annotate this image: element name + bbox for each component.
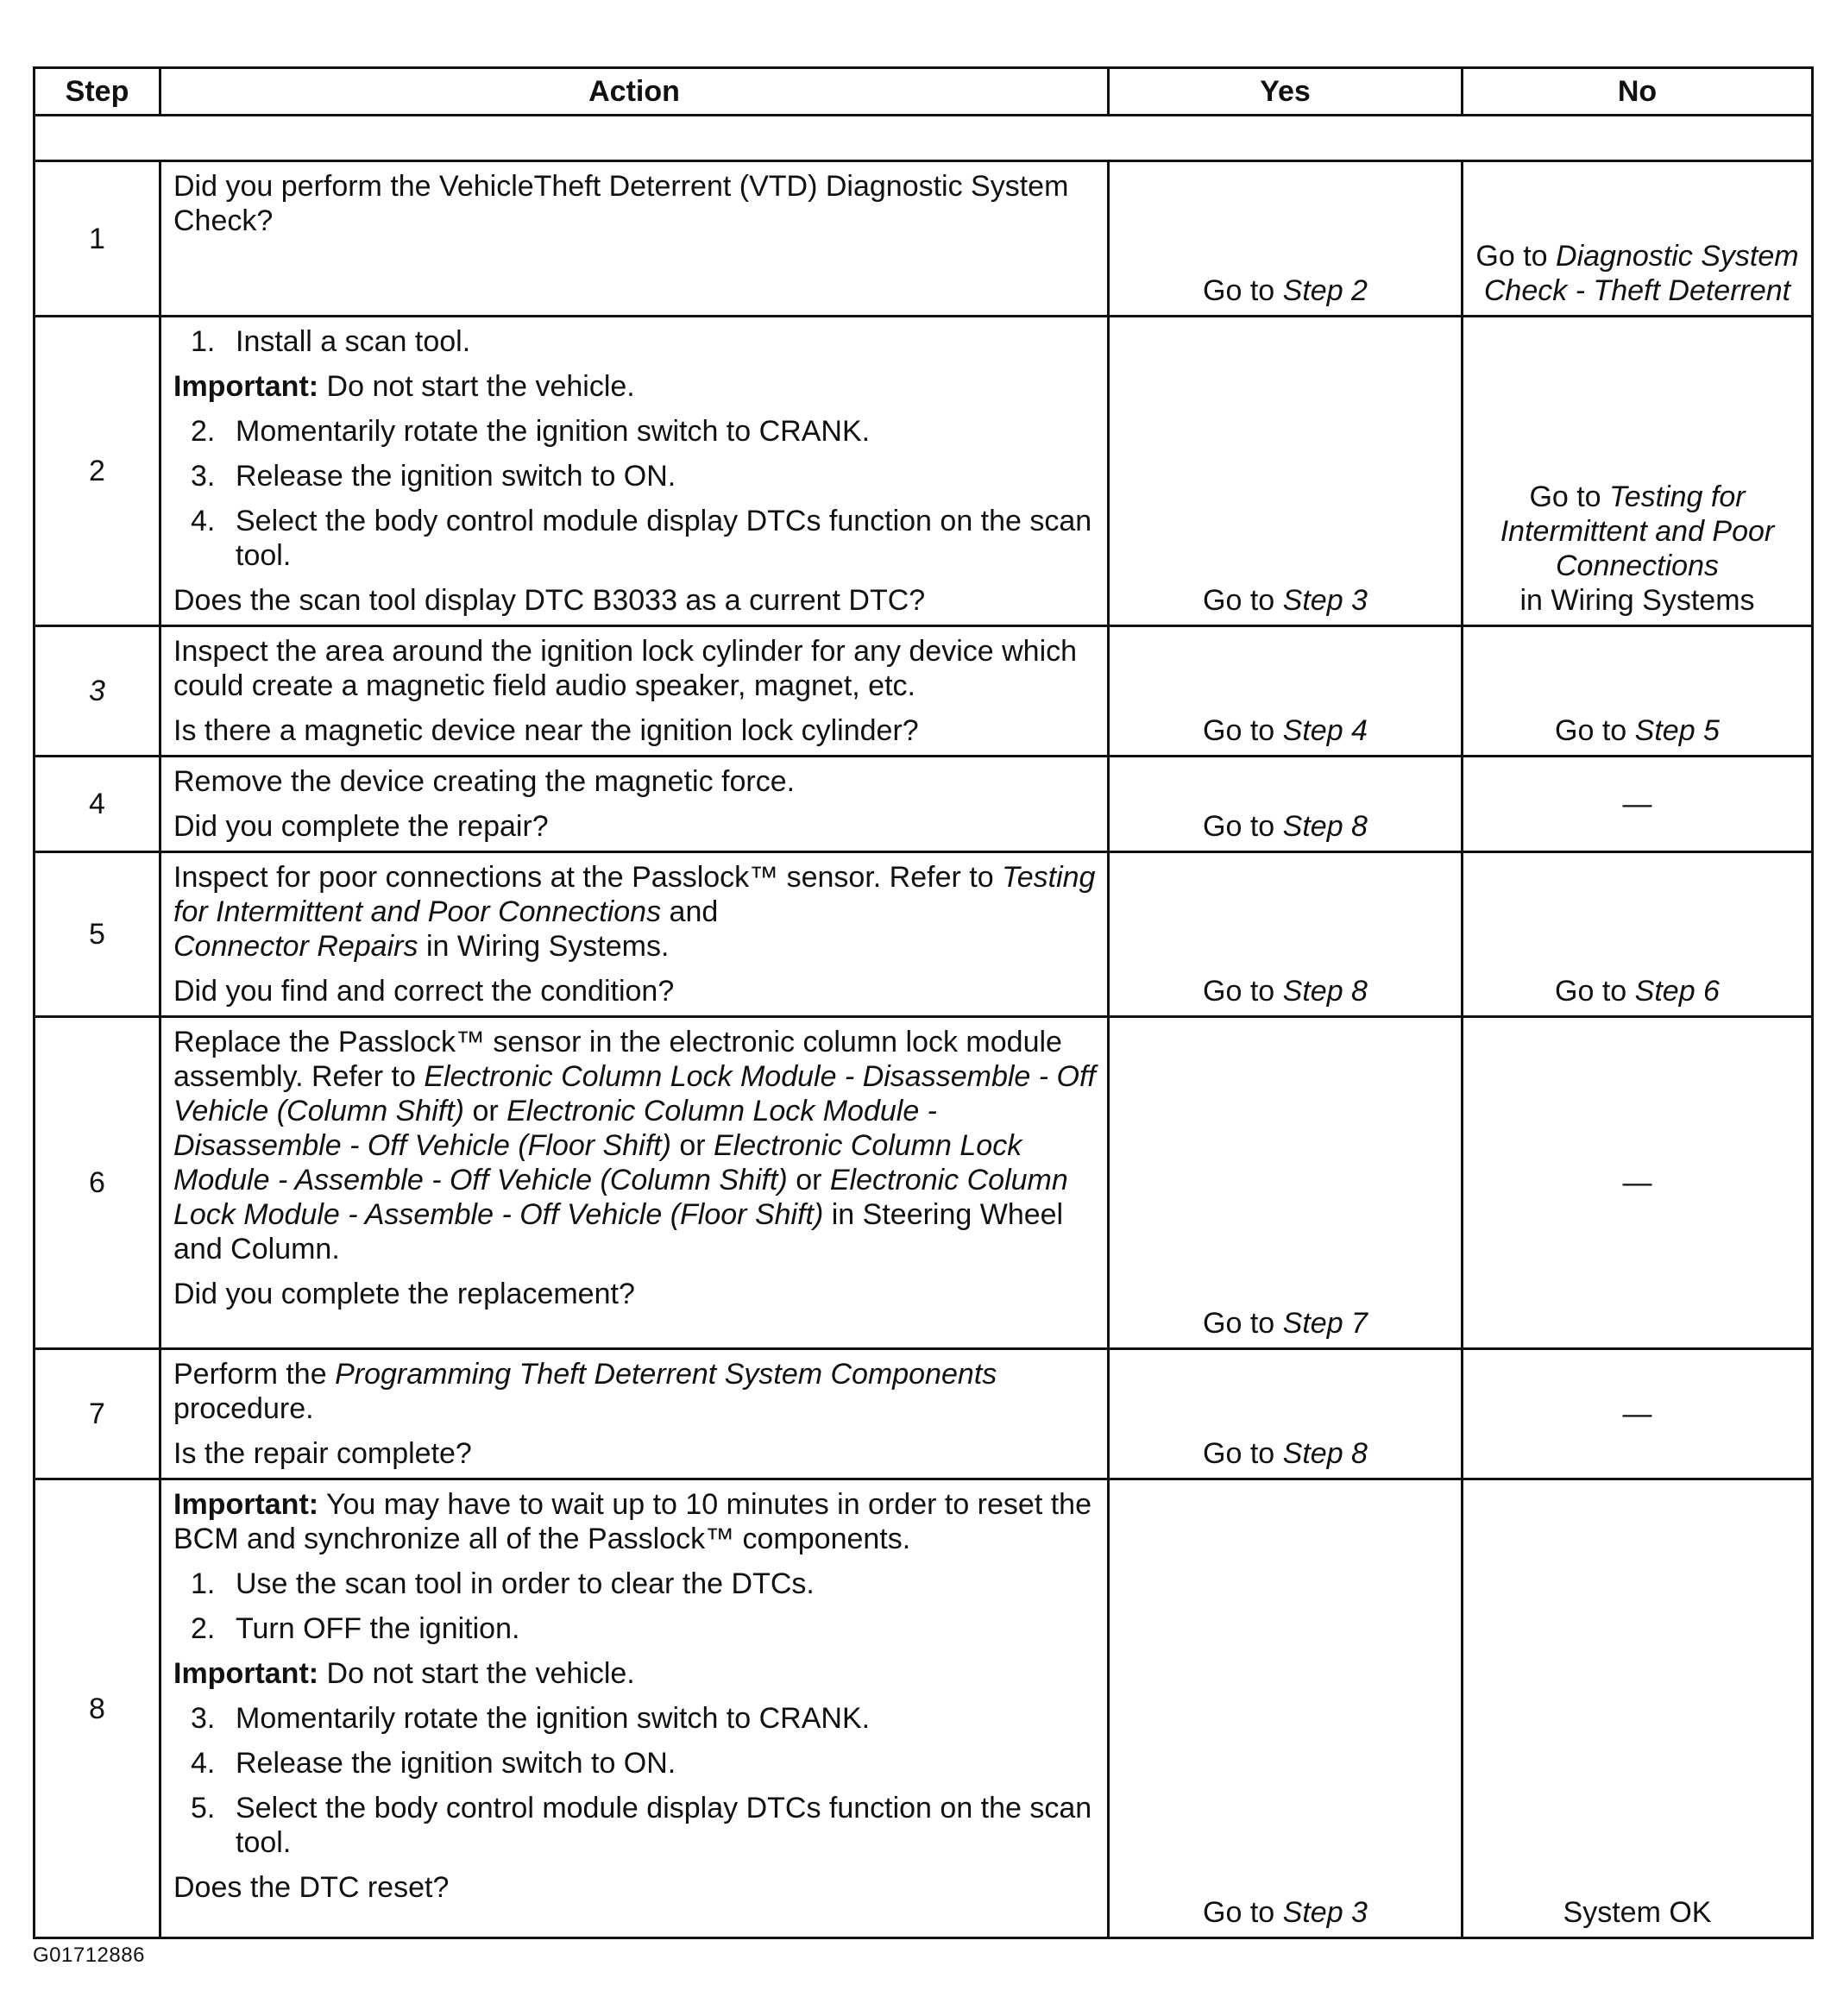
step-link[interactable]: Step 8 [1282,975,1368,1008]
step-link[interactable]: Step 8 [1282,1437,1368,1470]
procedure-link[interactable]: Electronic Column Lock Module - Assemble - Off Vehicle (Column Shift) [173,1129,1022,1196]
header-step: Step [35,68,160,116]
action-cell [160,852,1109,1017]
step-number: 8 [35,1479,160,1938]
step-link[interactable]: Step 6 [1634,975,1720,1008]
procedure-link[interactable]: Testing for Intermittent and Poor Connections [173,861,1096,928]
table-row [35,626,1813,757]
header-action: Action [160,68,1109,116]
question: Did you find and correct the condition? [173,975,675,1008]
step-number: 4 [35,757,160,852]
question: Does the scan tool display DTC B3033 as a current DTC? [173,584,926,617]
list-item: 2. Momentarily rotate the ignition switch to CRANK. [191,415,871,448]
figure-id: G01712886 [33,1944,145,1967]
no-cell: Go to Testing for Intermittent and Poor Connections in Wiring Systems [1463,317,1813,626]
step-number: 2 [35,317,160,626]
instruction: Inspect the area around the ignition lock cylinder for any device which could create a magnetic field audio speaker, magnet, etc. [173,635,1078,702]
action-cell [160,1017,1109,1349]
header-row [35,68,1813,116]
list-item: 5. Select the body control module display DTCs function on the scan tool. [191,1792,1092,1859]
yes-cell: Go to Step 7 [1109,1017,1463,1349]
step-number: 6 [35,1017,160,1349]
no-cell [1463,1349,1813,1479]
list-item: 4. Select the body control module display DTCs function on the scan tool. [191,505,1092,572]
table-row [35,1479,1813,1938]
list-item: 1. Install a scan tool. [191,325,471,358]
important-note: Important: Do not start the vehicle. [173,370,635,403]
instruction: Perform the Programming Theft Deterrent System Components procedure. [173,1358,997,1425]
dash: — [1622,1166,1652,1199]
question: Did you perform the VehicleTheft Deterrent (VTD) Diagnostic System Check? [173,170,1069,237]
action-cell [160,1479,1109,1938]
step-link[interactable]: Step 5 [1634,714,1720,747]
question: Is there a magnetic device near the ignition lock cylinder? [173,714,919,747]
procedure-link[interactable]: Electronic Column Lock Module - Assemble - Off Vehicle (Floor Shift) [173,1164,1068,1231]
procedure-link[interactable]: Electronic Column Lock Module - Disassemble - Off Vehicle (Column Shift) [173,1060,1096,1127]
step-number: 1 [35,161,160,317]
no-cell [1463,161,1813,317]
step-number: 3 [35,626,160,757]
no-cell: Go to Step 6 [1463,852,1813,1017]
table-row [35,1349,1813,1479]
no-cell: Go to Step 5 [1463,626,1813,757]
spacer-row [35,116,1813,161]
list-item: 3. Momentarily rotate the ignition switch to CRANK. [191,1702,871,1735]
table-row [35,161,1813,317]
yes-cell: Go to Step 4 [1109,626,1463,757]
procedure-link[interactable]: Programming Theft Deterrent System Components [335,1358,997,1391]
table-row [35,317,1813,626]
list-item: 1. Use the scan tool in order to clear the DTCs. [191,1567,815,1600]
step-link[interactable]: Step 4 [1282,714,1368,747]
diagnostic-table [33,66,1814,1939]
action-cell [160,1349,1109,1479]
header-no: No [1463,68,1813,116]
yes-cell: Go to Step 3 [1109,1479,1463,1938]
question: Did you complete the repair? [173,810,549,843]
yes-cell [1109,161,1463,317]
go-to-label: Go to [1203,274,1275,307]
table-row [35,852,1813,1017]
list-item: 4. Release the ignition switch to ON. [191,1747,676,1780]
instruction: Remove the device creating the magnetic force. [173,765,796,798]
step-link[interactable]: Step 7 [1282,1307,1368,1340]
question: Does the DTC reset? [173,1871,450,1904]
procedure-link[interactable]: Diagnostic System Check - Theft Deterrent [1483,240,1799,307]
question: Did you complete the replacement? [173,1278,635,1310]
step-link[interactable]: Step 2 [1282,274,1368,307]
important-note: Important: You may have to wait up to 10 minutes in order to reset the BCM and synchronize all of the Passlock™ components. [173,1488,1092,1555]
table-row [35,1017,1813,1349]
yes-cell: Go to Step 8 [1109,757,1463,852]
no-cell [1463,757,1813,852]
step-link[interactable]: Step 8 [1282,810,1368,843]
dash: — [1622,1397,1652,1430]
list-item: 3. Release the ignition switch to ON. [191,460,676,493]
yes-cell: Go to Step 3 [1109,317,1463,626]
dash: — [1622,788,1652,820]
question: Is the repair complete? [173,1437,472,1470]
step-number: 7 [35,1349,160,1479]
action-cell [160,161,1109,317]
header-yes: Yes [1109,68,1463,116]
procedure-link[interactable]: Connector Repairs [173,930,418,963]
instruction: Inspect for poor connections at the Passlock™ sensor. Refer to Testing for Intermittent and Poor Connections and Connector Repairs in Wiring Systems. [173,861,1096,963]
go-to-label: Go to [1475,240,1548,273]
no-cell [1463,1017,1813,1349]
yes-cell: Go to Step 8 [1109,1349,1463,1479]
list-item: 2. Turn OFF the ignition. [191,1612,520,1645]
table-row [35,757,1813,852]
action-cell [160,626,1109,757]
procedure-link[interactable]: Testing for Intermittent and Poor Connections [1500,480,1775,582]
step-number: 5 [35,852,160,1017]
yes-cell: Go to Step 8 [1109,852,1463,1017]
action-cell [160,317,1109,626]
step-link[interactable]: Step 3 [1282,584,1368,617]
instruction: Replace the Passlock™ sensor in the electronic column lock module assembly. Refer to Electronic Column Lock Module - Disassemble - Off Vehicle (Column Shift) or Electronic Column Lock Module - Disassemble - Off Vehicle (Floor Shift) or Electronic Column Lock Module - Assemble - Off Vehicle (Column Shift) or Electronic Column Lock Module - Assemble - Off Vehicle (Floor Shift) in Steering Wheel and Column. [173,1026,1096,1265]
action-cell [160,757,1109,852]
important-note: Important: Do not start the vehicle. [173,1657,635,1690]
no-cell [1463,1479,1813,1938]
step-link[interactable]: Step 3 [1282,1896,1368,1929]
system-ok: System OK [1563,1896,1712,1929]
procedure-link[interactable]: Electronic Column Lock Module - Disassemble - Off Vehicle (Floor Shift) [173,1095,938,1162]
